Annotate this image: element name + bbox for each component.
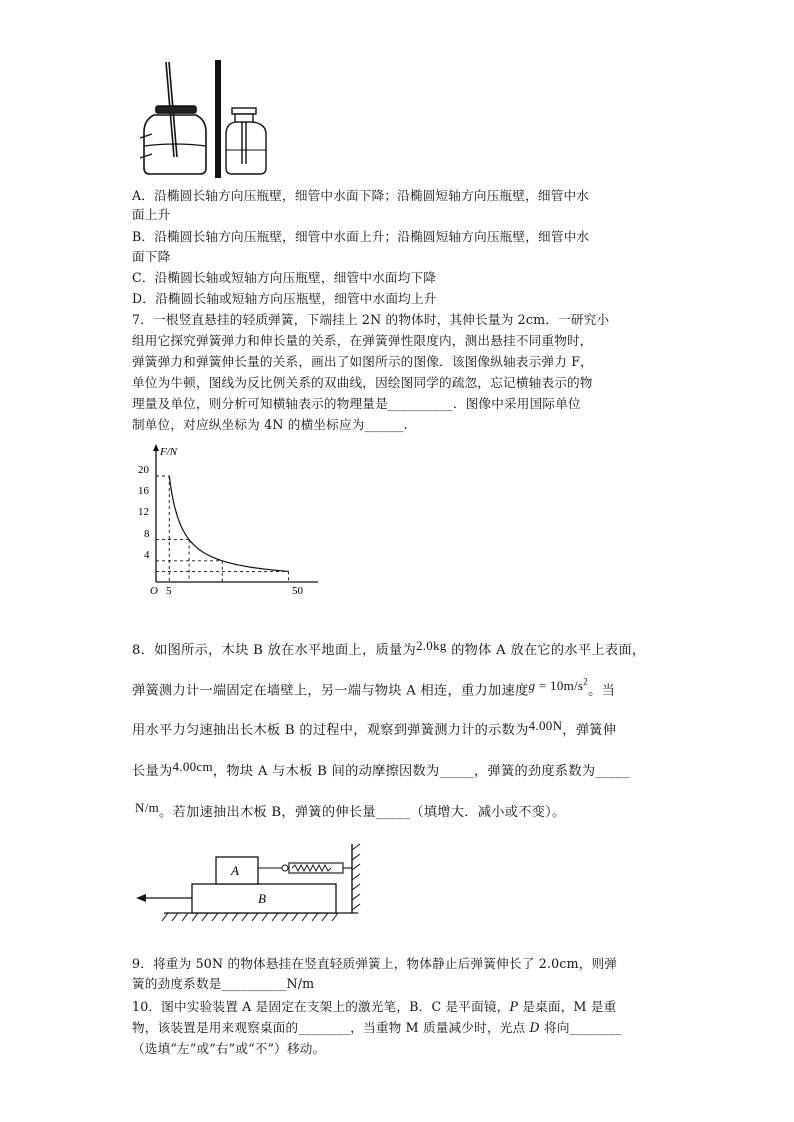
q8-line-1 — [132, 638, 645, 658]
y-tick-8: 8 — [144, 528, 150, 540]
q8-l3-text-b: ，弹簧伸 — [562, 723, 617, 738]
y-axis-label: F/N — [160, 446, 178, 458]
q8-line-3 — [132, 718, 616, 738]
q8-l2-text-a: 弹簧测力计一端固定在墙壁上，另一端与物块 A 相连，重力加速度 — [132, 683, 529, 699]
q10-l1-text-b: 是桌面，M 是重 — [518, 999, 617, 1014]
q8-l2-text-b: 。当 — [588, 683, 616, 699]
q7-line-5: 理量及单位，则分析可知横轴表示的物理量是__________．图像中采用国际单位 — [132, 396, 581, 411]
q8-l1-text-a: 8．如图所示，木块 B 放在水平地面上，质量为 — [132, 643, 416, 658]
q8-g-exp: 2 — [583, 677, 589, 687]
q8-line-2 — [132, 677, 615, 698]
q8-l5-text-b: 。若加速抽出木板 B，弹簧的伸长量_____（填增大．减小或不变）。 — [159, 805, 566, 820]
hyperbola-curve — [169, 476, 288, 571]
q7-line-6: 制单位，对应纵坐标为 4N 的横坐标应为______. — [132, 417, 408, 432]
q8-line-4 — [132, 759, 630, 779]
q6-option-c: C．沿椭圆长轴或短轴方向压瓶壁，细管中水面均下降 — [132, 270, 437, 285]
q8-g-value: = 10m/s — [535, 678, 584, 694]
q8-extension: 4.00cm — [172, 759, 213, 774]
y-tick-12: 12 — [138, 506, 149, 518]
y-axis-arrow — [153, 444, 159, 451]
y-tick-4: 4 — [144, 549, 150, 561]
q8-line-5 — [132, 800, 566, 820]
q6-option-d: D．沿椭圆长轴或短轴方向压瓶壁，细管中水面均上升 — [132, 291, 437, 306]
divider-bar — [215, 60, 221, 178]
x-tick-5: 5 — [166, 585, 172, 597]
q10-p-symbol: P — [509, 999, 519, 1014]
right-bottle — [226, 108, 266, 174]
block-spring-figure — [134, 840, 374, 928]
q8-g-symbol: g — [528, 678, 536, 694]
q7-line-4: 单位为牛顿，图线为反比例关系的双曲线，因绘图同学的疏忽，忘记横轴表示的物 — [132, 375, 593, 390]
q8-l3-text-a: 用水平力匀速抽出长木板 B 的过程中，观察到弹簧测力计的示数为 — [132, 723, 529, 738]
q7-line-3: 弹簧弹力和弹簧伸长量的关系，画出了如图所示的图像．该图像纵轴表示弹力 F， — [132, 354, 593, 369]
q6-option-b: B．沿椭圆长轴方向压瓶壁，细管中水面上升；沿椭圆短轴方向压瓶壁，细管中水 — [132, 229, 590, 244]
bottle-figure — [138, 60, 274, 185]
force-graph — [128, 440, 328, 600]
q7-line-1: 7．一根竖直悬挂的轻质弹簧，下端挂上 2N 的物体时，其伸长量为 2cm．一研究小 — [132, 312, 610, 327]
origin-label: O — [150, 585, 158, 597]
q6-option-a-cont: 面上升 — [132, 207, 171, 222]
q10-l1-text-a: 10．图中实验装置 A 是固定在支架上的激光笔，B．C 是平面镜， — [132, 999, 510, 1014]
x-tick-50: 50 — [292, 585, 303, 597]
q8-unit: N/m — [135, 800, 160, 815]
q10-d-symbol: D — [529, 1020, 540, 1035]
q9-line-2: 簧的劲度系数是__________N/m — [132, 976, 315, 991]
q8-gravity — [528, 678, 588, 693]
q10-line-3: （选填“左”或“右”或“不”）移动。 — [132, 1041, 326, 1056]
pull-arrow-head — [136, 894, 146, 902]
y-tick-16: 16 — [138, 485, 149, 497]
board-b-label: B — [258, 891, 266, 906]
q8-mass: 2.0kg — [415, 638, 447, 653]
q10-l2-text-b: 将向________ — [539, 1020, 622, 1035]
q8-l4-text-a: 长量为 — [132, 764, 173, 779]
q7-line-2: 组用它探究弹簧弹力和伸长量的关系，在弹簧弹性限度内，测出悬挂不同重物时， — [132, 333, 593, 348]
q6-option-a: A．沿椭圆长轴方向压瓶壁，细管中水面下降；沿椭圆短轴方向压瓶壁，细管中水 — [132, 188, 590, 203]
q10-line-2 — [132, 1019, 622, 1036]
q6-option-b-cont: 面下降 — [132, 249, 171, 264]
block-a-label: A — [231, 863, 239, 878]
q10-l2-text-a: 物，该装置是用来观察桌面的________，当重物 M 质量减少时，光点 — [132, 1020, 530, 1035]
q9-line-1: 9．将重为 50N 的物体悬挂在竖直轻质弹簧上，物体静止后弹簧伸长了 2.0cm，则弹 — [132, 956, 618, 971]
q8-force-reading: 4.00N — [528, 718, 563, 733]
q8-l1-text-b: 的物体 A 放在它的水平上表面， — [451, 643, 646, 658]
y-tick-20: 20 — [138, 464, 149, 476]
q10-line-1 — [132, 998, 616, 1015]
q8-l4-text-b: ，物块 A 与木板 B 间的动摩擦因数为_____，弹簧的劲度系数为_____ — [212, 764, 630, 779]
left-bottle — [140, 62, 206, 174]
